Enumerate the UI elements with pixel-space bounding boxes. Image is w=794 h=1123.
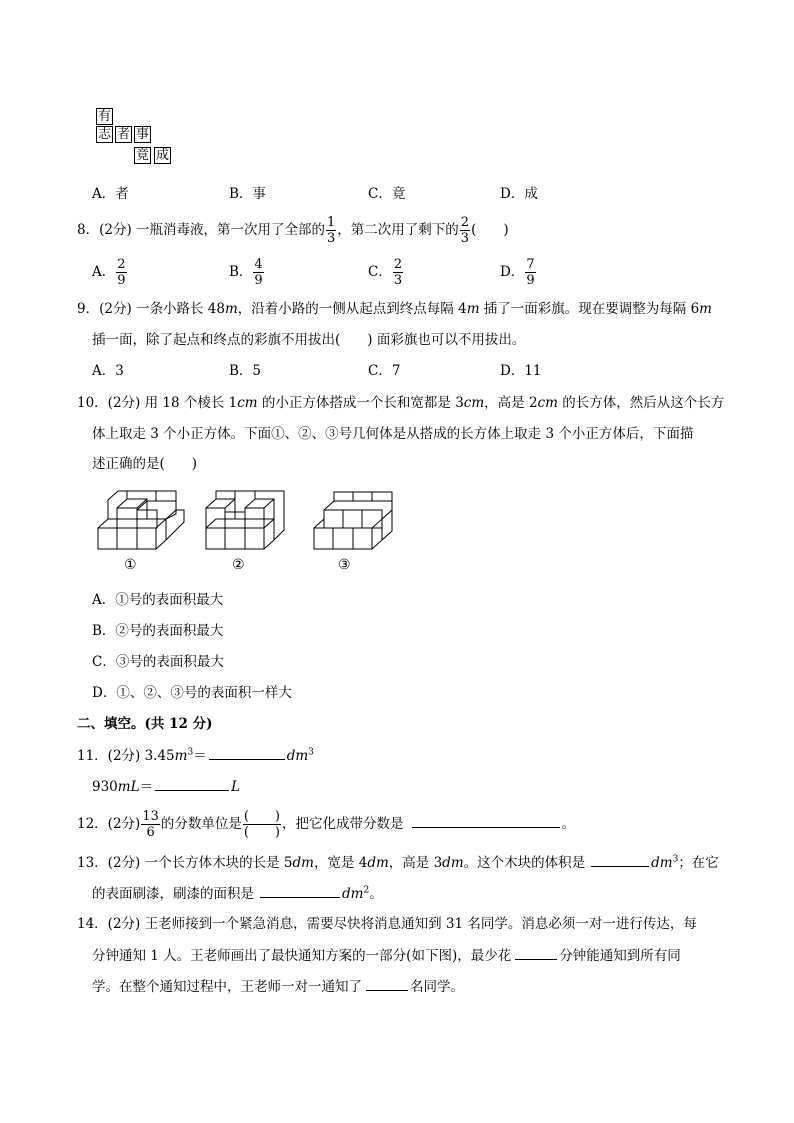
answer-blank[interactable] — [260, 883, 340, 898]
q7-option-a[interactable]: A．者 — [92, 186, 129, 202]
q9-option-a[interactable]: A．3 — [92, 363, 124, 379]
fraction: $\frac{13}{6}$ — [142, 809, 159, 840]
answer-blank[interactable] — [209, 745, 285, 760]
answer-blank[interactable] — [515, 945, 557, 960]
q8-option-b[interactable]: B． $\frac{4}{9}$ — [229, 257, 263, 288]
q10-option-b[interactable]: B．②号的表面积最大 — [92, 623, 224, 639]
solid-figure-2 — [206, 491, 284, 549]
grid-cell: 志 — [97, 127, 111, 142]
q8-option-c[interactable]: C． $\frac{2}{3}$ — [368, 257, 403, 288]
q10-stem-line3: 述正确的是( ) — [92, 456, 198, 472]
q10-stem-line2: 体上取走 3 个小正方体。下面①、②、③号几何体是从搭成的长方体上取走 3 个小正方体后，下面描 — [92, 426, 694, 442]
q9-option-c[interactable]: C．7 — [368, 363, 401, 379]
q13-line2: 的表面刷漆，刷漆的面积是 $dm^2$。 — [92, 883, 383, 904]
q9-stem-line1: 9．(2分) 一条小路长 48m，沿着小路的一侧从起点到终点每隔 4m 插了一面彩旗。现在要调整为每隔 6m — [77, 301, 712, 317]
grid-cell: 者 — [116, 127, 130, 142]
figure-label-2: ② — [232, 557, 245, 573]
q14-line2: 分钟通知 1 人。王老师画出了最快通知方案的一部分(如下图)，最少花 分钟能通知到所有同 — [92, 945, 681, 966]
q13-line1: 13．(2分) 一个长方体木块的长是 5dm，宽是 4dm，高是 3dm。这个木块的体积是 $dm^3$；在它 — [77, 852, 719, 873]
q11-line-b: 930mL＝ L — [92, 776, 240, 797]
grid-cell: 事 — [135, 127, 149, 142]
grid-cell: 有 — [97, 109, 111, 124]
answer-blank[interactable] — [412, 813, 560, 828]
answer-blank[interactable] — [591, 852, 649, 867]
q10-stem-line1: 10．(2分) 用 18 个棱长 1cm 的小正方体搭成一个长和宽都是 3cm，高是 2cm 的长方体，然后从这个长方 — [77, 395, 725, 411]
fraction: $\frac{2}{3}$ — [460, 215, 470, 246]
q9-stem-line2: 插一面，除了起点和终点的彩旗不用拔出( ) 面彩旗也可以不用拔出。 — [92, 332, 526, 348]
answer-blank[interactable] — [366, 976, 408, 991]
q9-option-d[interactable]: D．11 — [500, 363, 542, 379]
grid-cell: 竟 — [135, 148, 149, 163]
solid-figure-1 — [98, 491, 184, 549]
q10-option-a[interactable]: A．①号的表面积最大 — [92, 592, 224, 608]
section-heading: 二、填空。(共 12 分) — [77, 716, 213, 732]
q10-option-c[interactable]: C．③号的表面积最大 — [92, 654, 224, 670]
q12-stem: 12．(2分) $\frac{13}{6}$ 的分数单位是 $\frac{( )}{( )}$ ，把它化成带分数是 。 — [77, 809, 576, 840]
fraction: $\frac{1}{3}$ — [327, 215, 336, 246]
q7-option-c[interactable]: C．竟 — [368, 186, 406, 202]
grid-cell: 成 — [155, 148, 169, 163]
q8-option-d[interactable]: D． $\frac{7}{9}$ — [500, 257, 535, 288]
answer-blank[interactable] — [155, 776, 229, 791]
fraction-blank[interactable]: $\frac{( )}{( )}$ — [243, 809, 281, 840]
q10-option-d[interactable]: D．①、②、③号的表面积一样大 — [92, 685, 292, 701]
figure-label-1: ① — [124, 557, 137, 573]
solid-figure-3 — [314, 492, 392, 549]
q8-stem: 8．(2分) 一瓶消毒液，第一次用了全部的 $\frac{1}{3}$ ，第二次用了剩下的 $\frac{2}{3}$ ( ) — [77, 215, 509, 246]
q14-line1: 14．(2分) 王老师接到一个紧急消息，需要尽快将消息通知到 31 名同学。消息必须一对一进行传达，每 — [77, 916, 697, 932]
q7-option-b[interactable]: B．事 — [229, 186, 266, 202]
q7-option-d[interactable]: D．成 — [500, 186, 538, 202]
q9-option-b[interactable]: B．5 — [229, 363, 262, 379]
figure-label-3: ③ — [338, 557, 351, 573]
q11-line-a: 11．(2分) $3.45m^3= dm^3$ — [77, 745, 314, 766]
q8-option-a[interactable]: A． $\frac{2}{9}$ — [92, 257, 126, 288]
cube-figures — [94, 488, 404, 554]
q14-line3: 学。在整个通知过程中，王老师一对一通知了 名同学。 — [92, 976, 464, 997]
